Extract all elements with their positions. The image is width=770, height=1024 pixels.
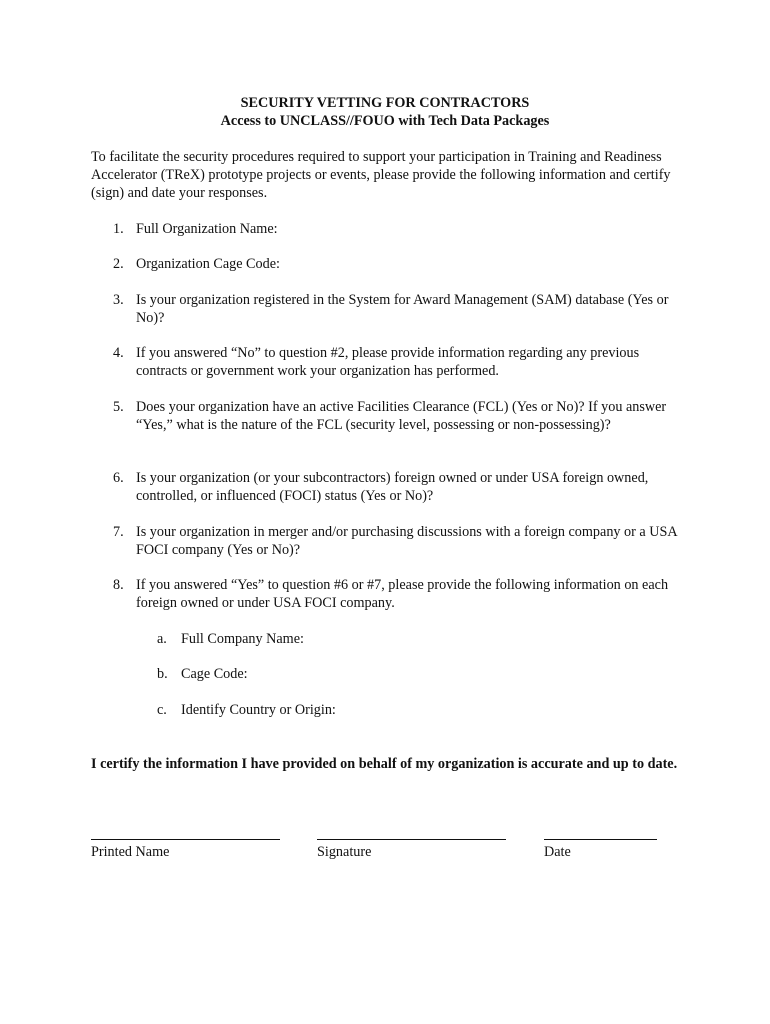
subitem-text: Identify Country or Origin: <box>181 702 336 718</box>
printed-name-label: Printed Name <box>91 844 170 860</box>
certification-statement: I certify the information I have provided on behalf of my organization is accurate and up to date. <box>91 756 678 772</box>
question-1 <box>113 220 693 238</box>
question-text: Is your organization in merger and/or purchasing discussions with a foreign company or a USA FOCI company (Yes or No)? <box>136 524 677 558</box>
question-number: 1. <box>113 221 124 237</box>
question-number: 4. <box>113 345 124 361</box>
question-8 <box>113 576 693 612</box>
signature-label: Signature <box>317 844 372 860</box>
question-text: If you answered “Yes” to question #6 or #7, please provide the following information on each foreign owned or under USA FOCI company. <box>136 577 669 611</box>
question-6 <box>113 469 693 505</box>
question-7 <box>113 523 693 559</box>
document-title: SECURITY VETTING FOR CONTRACTORS <box>240 95 530 111</box>
question-text: Is your organization registered in the System for Award Management (SAM) database (Yes or No)? <box>136 292 669 326</box>
subitem-b <box>157 665 657 683</box>
subitem-text: Full Company Name: <box>181 631 304 647</box>
question-number: 6. <box>113 470 124 486</box>
subitem-letter: a. <box>157 631 167 647</box>
question-number: 3. <box>113 292 124 308</box>
question-4 <box>113 344 693 380</box>
subitem-text: Cage Code: <box>181 666 248 682</box>
intro-paragraph: To facilitate the security procedures required to support your participation in Training and Readiness Accelerator (TReX) prototype projects or events, please provide the following information and certify (sign) and date your responses. <box>91 149 671 201</box>
question-number: 8. <box>113 577 124 593</box>
signature-line[interactable] <box>317 839 506 840</box>
question-2 <box>113 255 693 273</box>
question-number: 7. <box>113 524 124 540</box>
document-subtitle: Access to UNCLASS//FOUO with Tech Data Packages <box>220 113 550 129</box>
question-number: 5. <box>113 399 124 415</box>
question-text: Does your organization have an active Facilities Clearance (FCL) (Yes or No)? If you answer “Yes,” what is the nature of the FCL (security level, possessing or non-possessing)? <box>136 399 667 433</box>
date-line[interactable] <box>544 839 657 840</box>
question-text: If you answered “No” to question #2, please provide information regarding any previous contracts or government work your organization has performed. <box>136 345 640 379</box>
question-3 <box>113 291 693 327</box>
subitem-letter: b. <box>157 666 168 682</box>
question-text: Is your organization (or your subcontractors) foreign owned or under USA foreign owned, controlled, or influenced (FOCI) status (Yes or No)? <box>136 470 649 504</box>
question-number: 2. <box>113 256 124 272</box>
question-text: Organization Cage Code: <box>136 256 280 272</box>
subitem-letter: c. <box>157 702 167 718</box>
printed-name-line[interactable] <box>91 839 280 840</box>
subitem-a <box>157 630 657 648</box>
question-text: Full Organization Name: <box>136 221 278 237</box>
question-5 <box>113 398 693 434</box>
date-label: Date <box>544 844 571 860</box>
subitem-c <box>157 701 657 719</box>
